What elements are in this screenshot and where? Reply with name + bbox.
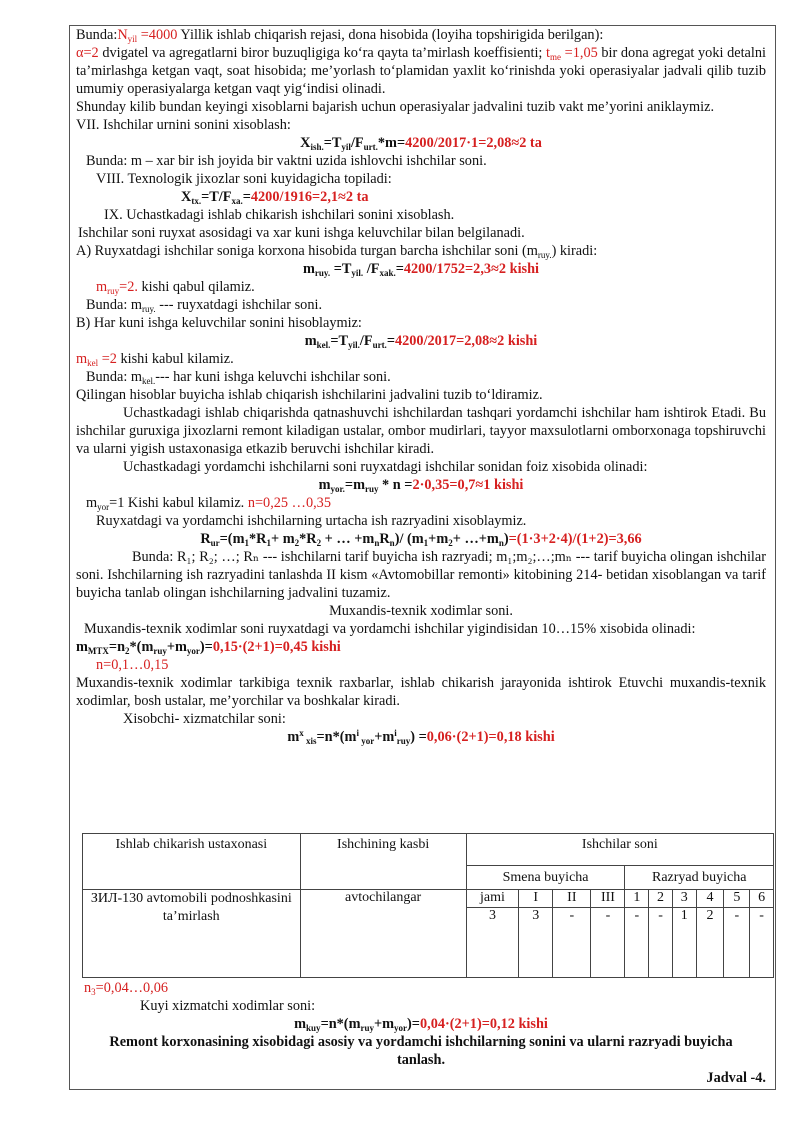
- table-subheader: jami: [466, 890, 519, 908]
- formula: $m_{kuy}=n*(m_{ruy}+m_{yor})=0,04\cdot(2+1)=0,12$ kishi: [294, 1016, 548, 1033]
- table-value: -: [649, 908, 673, 930]
- formula: $m_{yor.}=m_{ruy} * n =2\cdot 0,35=0,7\approx 1$ kishi: [318, 477, 524, 494]
- table-subheader: 5: [724, 890, 750, 908]
- table-value: -: [591, 908, 625, 930]
- section-heading: Xisobchi- xizmatchilar soni:: [123, 711, 286, 727]
- table-header-razryad: Razryad buyicha: [625, 866, 774, 890]
- text-line: B) Har kuni ishga keluvchilar sonini hisoblaymiz:: [76, 315, 362, 331]
- table-value: -: [724, 908, 750, 930]
- table-value: 3: [466, 908, 519, 930]
- paragraph: Muxandis-texnik xodimlar tarkibiga texnik raxbarlar, ishlab chikarish jarayonida ishtirok Etuvchi muxandis-texnik xodimlar, bosh ustalar, me’yorchilar va boshkalar kiradi.: [76, 675, 766, 709]
- text-line: A) Ruyxatdagi ishchilar soniga korxona hisobida turgan barcha ishchilar soni $(m_{ruy.})$ kiradi:: [76, 243, 598, 260]
- paragraph: Uchastkadagi ishlab chiqarishda qatnashuvchi ishchilardan tashqari yordamchi ishchilar ham ishtirok Etadi. Bu ishchilar guruxiga jixozlarni remont kiladigan ustalar, ombor mudirlari, tayyor maxsulotlarni omborxonaga topshiruvchi va ularni yigish ustaxonasiga etkazib beruvchi ishchilar kiradi.: [76, 405, 766, 457]
- paragraph: Muxandis-texnik xodimlar soni ruyxatdagi va yordamchi ishchilar yigindisidan 10…15% xisobida olinadi:: [84, 621, 696, 637]
- section-heading: VIII. Texnologik jixozlar soni kuyidagicha topiladi:: [96, 171, 392, 187]
- table-value: -: [625, 908, 649, 930]
- formula: $m_{kel.}=T_{yil.}/F_{urt.}=4200/2017=2,08\approx 2$ kishi: [304, 333, 538, 350]
- text-line: Ruyxatdagi va yordamchi ishchilarning urtacha ish razryadini xisoblaymiz.: [96, 513, 527, 529]
- table-subheader: 4: [696, 890, 724, 908]
- formula: $R_{ur}=(m_1*R_1+ m_2*R_2$ + … $+m_nR_n)/$ ($m_1+m_2+$ $\dots+m_n)=(1\cdot 3+2\cdot 4)/(1+2)=3,66$: [200, 531, 642, 548]
- table-subheader: 1: [625, 890, 649, 908]
- formula: $X_{ish.}=T_{yil}/F_{urt.}*m=4200/2017\cdot 1=2,08\approx 2$ ta: [300, 135, 542, 152]
- table-value: 2: [696, 908, 724, 930]
- table-subheader: 6: [750, 890, 774, 908]
- table-caption: Jadval -4.: [706, 1070, 766, 1086]
- formula: $m_{MTX}=n_2*(m_{ruy}+m_{yor})=0,15\cdot(2+1)=0,45$ kishi: [76, 639, 341, 656]
- text-line: $m_{ruy}=2$. kishi qabul qilamiz.: [96, 279, 255, 296]
- formula: $m_{ruy.} =T_{yil.}$ $/F_{xak.}=4200/1752=2,3\approx 2$ kishi: [302, 261, 540, 278]
- text-line: Bunda: $m_{kel.}---$ har kuni ishga keluvchi ishchilar soni.: [86, 369, 391, 386]
- section-heading: IX. Uchastkadagi ishlab chikarish ishchilari sonini xisoblash.: [104, 207, 455, 223]
- document-body: [76, 26, 766, 746]
- formula: $m^x$ $_{xis}=n*(m^i$ $_{yor}+m^i_{ruy}) =0,06\cdot(2+1)=0,18$ kishi: [287, 728, 555, 746]
- table-subheader: III: [591, 890, 625, 908]
- workers-table: [82, 833, 774, 978]
- text-line: Qilingan hisoblar buyicha ishlab chiqarish ishchilarini jadvalini tuzib to‘ldiramiz.: [76, 387, 543, 403]
- table-value: 3: [519, 908, 553, 930]
- table-value: 1: [672, 908, 696, 930]
- table-cell-workshop: ЗИЛ-130 avtomobili podnoshkasini ta’mirlash: [83, 890, 301, 978]
- table-title: Remont korxonasining xisobidagi asosiy va yordamchi ishchilarning sonini va ularni razryadi buyicha tanlash.: [109, 1034, 733, 1068]
- after-table: [76, 979, 766, 1087]
- text-line: Bunda: m – xar bir ish joyida bir vaktni uzida ishlovchi ishchilar soni.: [86, 153, 487, 169]
- table-cell-profession: avtochilangar: [300, 890, 466, 978]
- paragraph: Uchastkadagi yordamchi ishchilarni soni ruyxatdagi ishchilar sonidan foiz xisobida olinadi:: [123, 459, 648, 475]
- table-subheader: I: [519, 890, 553, 908]
- section-heading: Muxandis-texnik xodimlar soni.: [329, 603, 513, 619]
- table-subheader: 2: [649, 890, 673, 908]
- text-line: $m_{yor}=1$ Kishi kabul kilamiz. n=0,25 …0,35: [86, 495, 331, 512]
- text-line: Ishchilar soni ruyxat asosidagi va xar kuni ishga keluvchilar bilan belgilanadi.: [78, 225, 525, 241]
- table-value: -: [553, 908, 591, 930]
- table-subheader: 3: [672, 890, 696, 908]
- paragraph: Bunda: R₁; R₂; …; Rₙ --- ishchilarni tarif buyicha ish razryadi; m₁;m₂;…;mₙ --- tarif buyicha olingan ishchilar soni. Ishchilarning ish razryadini tanlashda II kism «Avtomobillar remonti» kitobining 214- betidan xisoblangan va tarif buyicha tanlab olingan ishchilarning jadvalini tuzamiz.: [76, 549, 766, 601]
- text-line: Shunday kilib bundan keyingi xisoblarni bajarish uchun operasiyalar jadvalini tuzib vakt me’yorini aniklaymiz.: [76, 99, 715, 115]
- section-heading: VII. Ishchilar urnini sonini xisoblash:: [76, 117, 291, 133]
- text-line: $m_{kel} =2$ kishi kabul kilamiz.: [76, 351, 234, 368]
- formula: $X_{tx.}=T/F_{xa.}=4200/1916=2,1\approx 2$ ta: [181, 189, 369, 206]
- table-header-profession: Ishchining kasbi: [300, 834, 466, 890]
- text-line: Bunda: $m_{ruy.}$ --- ruyxatdagi ishchilar soni.: [86, 297, 323, 314]
- table-subheader: II: [553, 890, 591, 908]
- table-value: -: [750, 908, 774, 930]
- text-line: α=2 dvigatel va agregatlarni biror buzuqligiga ko‘ra qayta ta’mirlash koeffisienti; $t_{me} =1,05$ bir dona agregat yoki detalni ta’mirlashga ketgan vaqt, soat hisobida; me’yorlash to‘plamidan yaxlit ko‘rinishda yoki operasiyalar jadvali qilib tuzib umumiy operasiyalarga ketgan vaqt yig‘indisi olinadi.: [76, 45, 766, 97]
- section-heading: Kuyi xizmatchi xodimlar soni:: [140, 998, 316, 1014]
- table-header-smena: Smena buyicha: [466, 866, 625, 890]
- text-line: n=0,1…0,15: [96, 657, 169, 673]
- table-header-workshop: Ishlab chikarish ustaxonasi: [83, 834, 301, 890]
- table-header-workers: Ishchilar soni: [466, 834, 773, 866]
- text-line: $Bunda:N_{yil} =4000$ Yillik ishlab chiqarish rejasi, dona hisobida (loyiha topshirigida berilgan):: [76, 27, 604, 44]
- text-line: $n_3=0,04\dots 0,06$: [84, 980, 169, 997]
